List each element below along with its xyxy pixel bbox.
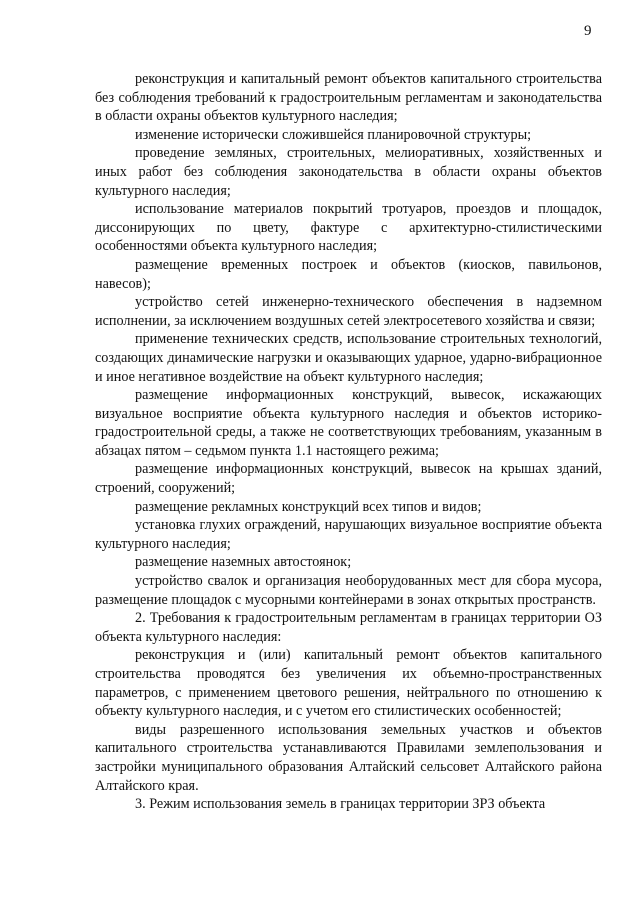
paragraph-info-structures: размещение информационных конструкций, вывесок, искажающих визуальное восприятие объекта культурного наследия и объектов историко-градостроительной среды, а также не соответствующих требованиям, указанным в абзацах пятом – седьмом пункта 1.1 настоящего режима; [95, 387, 602, 459]
paragraph-dumps: устройство свалок и организация необорудованных мест для сбора мусора, размещение площадок с мусорными контейнерами в зонах открытых пространств. [95, 573, 602, 608]
document-body [95, 70, 602, 814]
paragraph-fences: установка глухих ограждений, нарушающих визуальное восприятие объекта культурного наследия; [95, 517, 602, 552]
paragraph-utility-networks: устройство сетей инженерно-технического обеспечения в надземном исполнении, за исключением воздушных сетей электросетевого хозяйства и связи; [95, 294, 602, 329]
paragraph-pavement-materials: использование материалов покрытий тротуаров, проездов и площадок, диссонирующих по цвету, фактуре с архитектурно-стилистическими особенностями объекта культурного наследия; [95, 201, 602, 255]
paragraph-roof-signs: размещение информационных конструкций, вывесок на крышах зданий, строений, сооружений; [95, 461, 602, 497]
paragraph-technical-means: применение технических средств, использование строительных технологий, создающих динамические нагрузки и оказывающих ударное, ударно-вибрационное и иное негативное воздействие на объект культурного наследия; [95, 331, 602, 385]
paragraph-advertising: размещение рекламных конструкций всех типов и видов; [135, 498, 482, 515]
section-3-heading: 3. Режим использования земель в границах территории ЗРЗ объекта [135, 796, 546, 813]
paragraph-oz-reconstruction: реконструкция и (или) капитальный ремонт объектов капитального строительства проводятся без увеличения их объемно-пространственных параметров, с применением цветового решения, нейтрального по отношению к объекту культурного наследия, и с учетом его стилистических особенностей; [95, 647, 602, 720]
paragraph-reconstruction: реконструкция и капитальный ремонт объектов капитального строительства без соблюдения требований к градостроительным регламентам и законодательства в области охраны объектов культурного наследия; [95, 71, 602, 125]
page-number: 9 [584, 23, 592, 39]
section-2-heading: 2. Требования к градостроительным регламентам в границах территории ОЗ объекта культурного наследия: [95, 610, 602, 645]
paragraph-planning-structure: изменение исторически сложившейся планировочной структуры; [135, 126, 532, 143]
paragraph-temporary-buildings: размещение временных построек и объектов (киосков, павильонов, навесов); [95, 256, 602, 292]
paragraph-parking: размещение наземных автостоянок; [135, 554, 352, 571]
paragraph-permitted-use: виды разрешенного использования земельных участков и объектов капитального строительства устанавливаются Правилами землепользования и застройки муниципального образования Алтайский сельсовет Алтайского района Алтайского края. [95, 721, 602, 794]
paragraph-earthworks: проведение земляных, строительных, мелиоративных, хозяйственных и иных работ без соблюдения законодательства в области охраны объектов культурного наследия; [95, 145, 602, 199]
